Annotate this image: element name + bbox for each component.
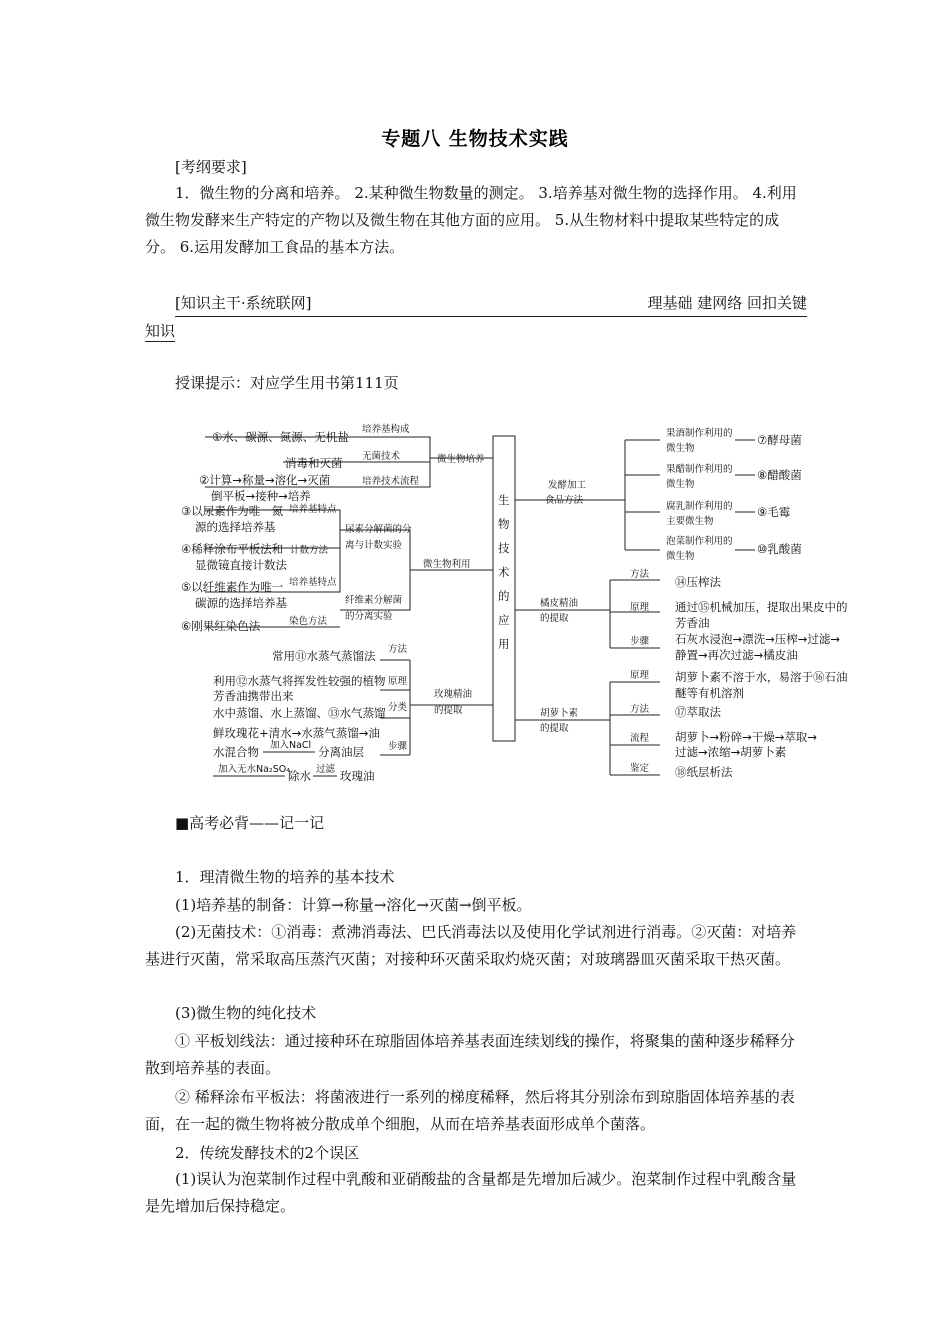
leaf-text: ⑥刚果红染色法	[181, 619, 261, 633]
right-label: 微生物	[666, 551, 695, 562]
detail-text: 胡萝卜→粉碎→干燥→萃取→	[675, 730, 818, 744]
leaf-text: 分离油层	[318, 745, 364, 759]
leaf-text: 鲜玫瑰花+清水→水蒸气蒸馏→油	[213, 726, 380, 740]
right-label: 泡菜制作利用的	[666, 536, 733, 547]
label-stain-method: 染色方法	[289, 616, 328, 627]
label-medium-composition: 培养基构成	[362, 424, 410, 435]
detail-text: 石灰水浸泡→漂洗→压榨→过滤→	[675, 632, 841, 646]
label-count-method: 计数方法	[290, 545, 329, 556]
memo-paragraph: (1)误认为泡菜制作过程中乳酸和亚硝酸盐的含量都是先增加后减少。泡菜制作过程中乳酸含量是先增加后保持稳定。	[145, 1170, 797, 1215]
right-label: 果醋制作利用的	[666, 464, 733, 475]
leaf-text: 源的选择培养基	[195, 520, 276, 534]
center-char: 生	[498, 493, 510, 507]
leaf-text: 利用⑫水蒸气将挥发性较强的植物	[213, 674, 386, 688]
label-steps: 步骤	[388, 741, 408, 752]
center-char: 的	[498, 589, 510, 603]
right-label: 微生物	[666, 479, 695, 490]
leaf-text: 显微镜直接计数法	[195, 558, 287, 572]
node-rose-oil: 玫瑰精油	[434, 689, 473, 700]
arrow-note: 加入NaCl	[270, 740, 312, 751]
detail-text: 芳香油	[675, 616, 710, 630]
label-medium-feature: 培养基特点	[289, 504, 337, 515]
label-principle: 原理	[630, 602, 650, 613]
memo-paragraph: 2．传统发酵技术的2个误区	[175, 1144, 360, 1162]
leaf-text: ①水、碳源、氮源、无机盐	[212, 430, 349, 444]
node-fermentation: 食品方法	[545, 495, 584, 506]
leaf-text: 常用⑪水蒸气蒸馏法	[272, 649, 376, 663]
node-carotene: 胡萝卜素	[540, 708, 579, 719]
label-method: 方法	[630, 704, 650, 715]
label-medium-feature: 培养基特点	[289, 577, 337, 588]
leaf-text: 除水	[288, 769, 311, 783]
center-char: 技	[498, 541, 510, 555]
right-label: 果酒制作利用的	[666, 428, 733, 439]
memo-paragraph: (1)培养基的制备：计算→称量→溶化→灭菌→倒平板。	[175, 896, 532, 914]
node-orange-oil: 的提取	[540, 613, 569, 624]
leaf-text: 倒平板→接种→培养	[211, 489, 311, 503]
memo-heading: ■高考必背——记一记	[175, 814, 325, 832]
node-carotene: 的提取	[540, 723, 569, 734]
label-aseptic: 无菌技术	[362, 451, 401, 462]
leaf-text: ④稀释涂布平板法和	[181, 542, 284, 556]
label-method: 方法	[630, 569, 650, 580]
right-label: 微生物	[666, 443, 695, 454]
memo-paragraph: (3)微生物的纯化技术	[175, 1004, 317, 1022]
detail-text: 过滤→浓缩→胡萝卜素	[675, 745, 787, 759]
leaf-text: 消毒和灭菌	[285, 456, 343, 470]
detail-text: 胡萝卜素不溶于水，易溶于⑯石油	[675, 670, 848, 684]
memo-paragraph: ② 稀释涂布平板法：将菌液进行一系列的梯度稀释，然后将其分别涂布到琼脂固体培养基的表面，在一起的微生物将被分散成单个细胞，从而在培养基表面形成单个菌落。	[145, 1088, 795, 1133]
node-culture: 微生物培养	[437, 454, 485, 465]
node-utilization: 微生物利用	[423, 559, 471, 570]
label-principle: 原理	[630, 670, 650, 681]
center-char: 物	[498, 517, 510, 531]
answer-lactic: ⑩乳酸菌	[757, 542, 802, 556]
center-char: 术	[498, 565, 510, 579]
right-label: 腐乳制作利用的	[666, 501, 733, 512]
label-urea-bacteria: 离与计数实验	[345, 540, 403, 551]
node-fermentation: 发酵加工	[548, 480, 587, 491]
requirements-text: 1．微生物的分离和培养。 2.某种微生物数量的测定。 3.培养基对微生物的选择作用。 4.利用微生物发酵来生产特定的产物以及微生物在其他方面的应用。 5.从生物材料中提取某些特定的成分。 6.运用发酵加工食品的基本方法。	[145, 184, 797, 256]
leaf-text: ⑤以纤维素作为唯一	[181, 580, 284, 594]
label-flow: 流程	[630, 733, 650, 744]
center-char: 用	[498, 637, 510, 651]
answer-acetic: ⑧醋酸菌	[757, 468, 802, 482]
detail-text: 静置→再次过滤→橘皮油	[675, 648, 798, 662]
answer-extraction: ⑰萃取法	[675, 705, 721, 719]
section-right-label: 理基础 建网络 回扣关键	[647, 294, 807, 312]
center-char: 应	[498, 613, 510, 627]
memo-paragraph: 1．理清微生物的培养的基本技术	[175, 868, 395, 886]
answer-yeast: ⑦酵母菌	[757, 433, 802, 447]
label-principle: 原理	[388, 676, 408, 687]
detail-text: 醚等有机溶剂	[675, 686, 744, 700]
section-tail: 知识	[145, 322, 176, 340]
label-identification: 鉴定	[630, 763, 650, 774]
node-orange-oil: 橘皮精油	[540, 598, 579, 609]
leaf-text: ②计算→称量→溶化→灭菌	[199, 473, 331, 487]
leaf-text: 芳香油携带出来	[213, 689, 294, 703]
right-label: 主要微生物	[666, 516, 714, 527]
label-cellulose-bacteria: 的分离实验	[345, 611, 393, 622]
label-urea-bacteria: 尿素分解菌的分	[345, 524, 412, 535]
node-rose-oil: 的提取	[434, 705, 463, 716]
lesson-hint: 授课提示：对应学生用书第111页	[175, 374, 399, 392]
answer-mucor: ⑨毛霉	[757, 505, 791, 519]
label-cellulose-bacteria: 纤维素分解菌	[345, 595, 403, 606]
leaf-text: 玫瑰油	[340, 769, 375, 783]
leaf-text: ③以尿素作为唯一氮	[181, 504, 284, 518]
label-category: 分类	[388, 702, 408, 713]
leaf-text: 水混合物	[213, 745, 259, 759]
memo-paragraph: (2)无菌技术：①消毒：煮沸消毒法、巴氏消毒法以及使用化学试剂进行消毒。②灭菌：对培养基进行灭菌，常采取高压蒸汽灭菌；对接种环灭菌采取灼烧灭菌；对玻璃器皿灭菌采取干热灭菌。	[145, 923, 797, 968]
leaf-text: 碳源的选择培养基	[195, 596, 287, 610]
leaf-text: 水中蒸馏、水上蒸馏、⑬水气蒸馏	[213, 706, 386, 720]
arrow-note: 过滤	[316, 764, 336, 775]
answer-chromatography: ⑱纸层析法	[675, 765, 733, 779]
label-method: 方法	[388, 644, 408, 655]
arrow-note: 加入无水Na₂SO₄	[218, 764, 291, 775]
label-steps: 步骤	[630, 636, 650, 647]
label-culture-flow: 培养技术流程	[362, 476, 420, 487]
requirements-heading: [考纲要求]	[175, 158, 247, 176]
answer-press: ⑭压榨法	[675, 575, 721, 589]
page-title: 专题八 生物技术实践	[381, 128, 569, 150]
section-left-label: [知识主干·系统联网]	[175, 294, 312, 312]
detail-text: 通过⑮机械加压，提取出果皮中的	[675, 600, 848, 614]
memo-paragraph: ① 平板划线法：通过接种环在琼脂固体培养基表面连续划线的操作，将聚集的菌种逐步稀释分散到培养基的表面。	[145, 1032, 795, 1077]
